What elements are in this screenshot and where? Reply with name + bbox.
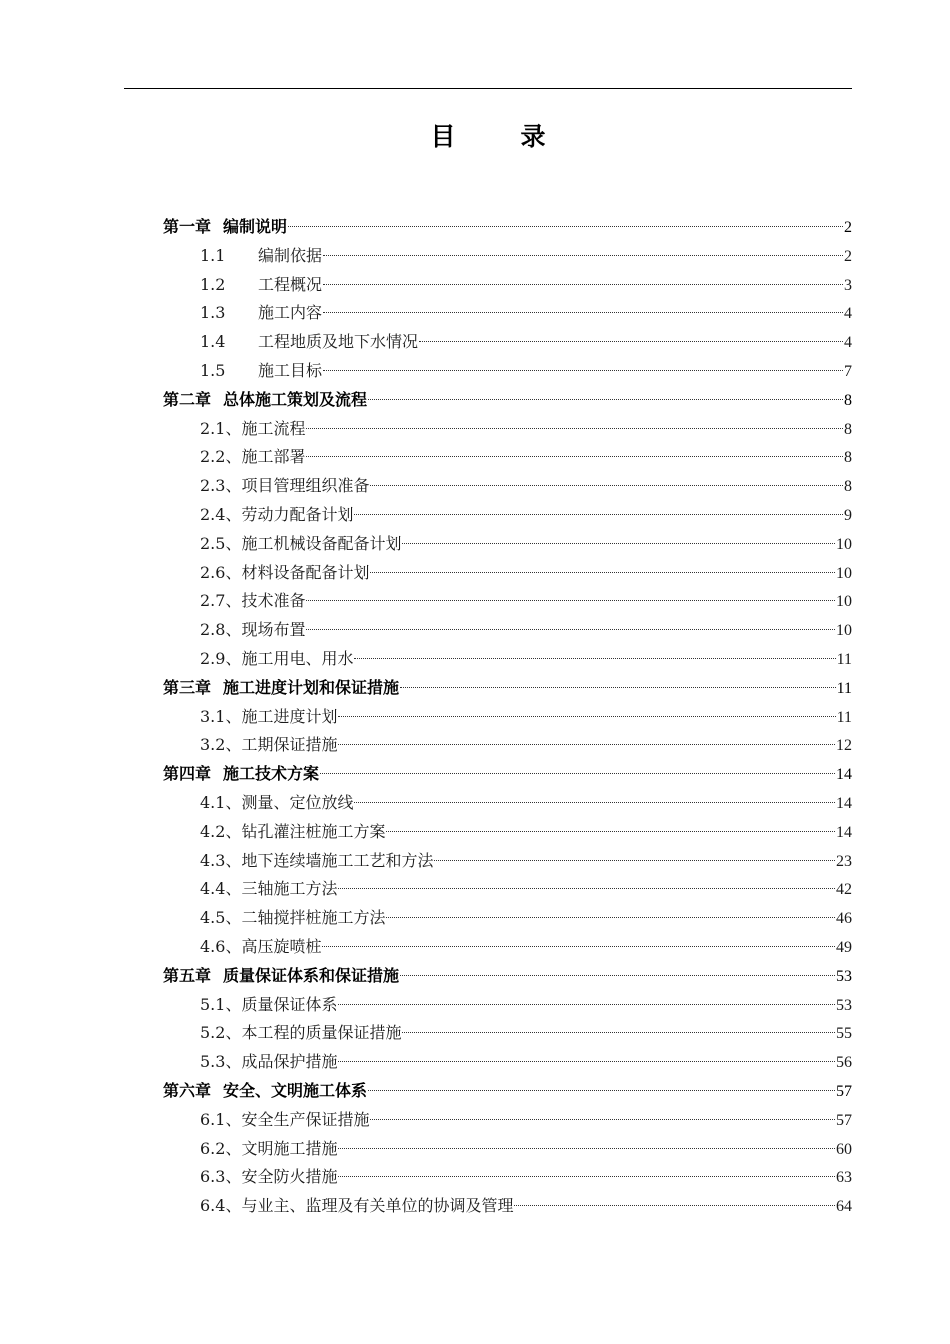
toc-dot-leader (338, 1004, 835, 1005)
toc-entry-label: 本工程的质量保证措施 (241, 1023, 402, 1043)
toc-dot-leader (370, 485, 843, 486)
toc-section-entry[interactable] (163, 443, 852, 472)
toc-section-entry[interactable] (163, 559, 852, 588)
toc-entry-number: 第三章 (163, 677, 212, 697)
toc-dot-leader (288, 226, 843, 227)
toc-dot-leader (402, 543, 835, 544)
toc-entry-number: 6.3、 (200, 1167, 242, 1187)
toc-entry-number: 第二章 (163, 389, 212, 409)
toc-entry-text (200, 271, 322, 300)
toc-entry-number: 5.1、 (200, 994, 242, 1014)
toc-dot-leader (338, 1061, 835, 1062)
toc-page-number: 12 (836, 737, 852, 755)
toc-dot-leader (322, 946, 835, 947)
toc-page-number: 8 (844, 478, 852, 496)
toc-page-number: 9 (844, 506, 852, 524)
toc-page-number: 11 (836, 650, 852, 668)
toc-entry-label: 劳动力配备计划 (241, 504, 354, 524)
toc-entry-label: 文明施工措施 (241, 1138, 338, 1158)
toc-entry-number: 1.1 (200, 245, 226, 265)
toc-page-number: 46 (836, 910, 852, 928)
toc-entry-text (200, 1135, 337, 1164)
toc-chapter-entry[interactable] (163, 386, 852, 415)
toc-page-number: 10 (836, 535, 852, 553)
toc-page-number: 14 (836, 823, 852, 841)
toc-page-number: 7 (844, 362, 852, 380)
toc-entry-text (163, 213, 287, 242)
toc-dot-leader (514, 1205, 835, 1206)
toc-entry-number: 2.8、 (200, 620, 242, 640)
toc-chapter-entry[interactable] (163, 674, 852, 703)
toc-entry-text (200, 904, 385, 933)
toc-entry-number: 2.7、 (200, 591, 242, 611)
toc-dot-leader (323, 255, 843, 256)
toc-entry-text (200, 328, 418, 357)
toc-entry-text (200, 645, 353, 674)
toc-section-entry[interactable] (163, 1106, 852, 1135)
toc-entry-label: 三轴施工方法 (241, 879, 338, 899)
toc-entry-number: 6.4、 (200, 1196, 242, 1216)
toc-entry-text (200, 703, 337, 732)
toc-entry-text (200, 875, 337, 904)
toc-entry-label: 施工部署 (241, 447, 306, 467)
toc-page-number: 57 (836, 1111, 852, 1129)
toc-section-entry[interactable] (163, 847, 852, 876)
toc-page-number: 2 (844, 219, 852, 236)
toc-dot-leader (402, 1032, 835, 1033)
toc-dot-leader (323, 284, 843, 285)
toc-dot-leader (323, 312, 843, 313)
toc-page-number: 42 (836, 881, 852, 899)
toc-entry-text (200, 299, 322, 328)
toc-dot-leader (354, 802, 835, 803)
toc-chapter-entry[interactable] (163, 1077, 852, 1106)
toc-entry-text (200, 587, 305, 616)
toc-dot-leader (338, 744, 835, 745)
toc-entry-number: 2.1、 (200, 418, 242, 438)
toc-section-entry[interactable] (163, 703, 852, 732)
toc-entry-number: 2.3、 (200, 476, 242, 496)
toc-entry-label: 工程概况 (258, 274, 323, 294)
toc-section-entry[interactable] (163, 789, 852, 818)
toc-entry-text (200, 731, 337, 760)
toc-entry-text (200, 242, 322, 271)
toc-section-entry[interactable] (163, 501, 852, 530)
toc-dot-leader (354, 658, 835, 659)
toc-entry-number: 第一章 (163, 217, 212, 236)
toc-section-entry[interactable] (163, 1135, 852, 1164)
toc-entry-label: 施工流程 (241, 418, 306, 438)
toc-entry-label: 质量保证体系 (241, 994, 338, 1014)
toc-entry-label: 技术准备 (241, 591, 306, 611)
toc-section-entry[interactable] (163, 645, 852, 674)
toc-section-entry[interactable] (163, 242, 852, 271)
toc-dot-leader (306, 600, 835, 601)
toc-section-entry[interactable] (163, 1019, 852, 1048)
toc-dot-leader (338, 888, 835, 889)
toc-entry-number: 6.1、 (200, 1109, 242, 1129)
toc-entry-label: 工期保证措施 (241, 735, 338, 755)
toc-dot-leader (354, 514, 843, 515)
toc-dot-leader (338, 1176, 835, 1177)
toc-chapter-entry[interactable] (163, 962, 852, 991)
toc-entry-label: 总体施工策划及流程 (223, 389, 368, 409)
toc-entry-number: 4.3、 (200, 850, 242, 870)
toc-entry-number: 2.9、 (200, 648, 242, 668)
toc-section-entry[interactable] (163, 1048, 852, 1077)
toc-page-number: 64 (836, 1198, 852, 1216)
toc-entry-text (163, 674, 399, 703)
toc-entry-number: 4.2、 (200, 821, 242, 841)
toc-entry-label: 钻孔灌注桩施工方案 (241, 821, 386, 841)
toc-entry-number: 4.1、 (200, 792, 242, 812)
toc-entry-label: 二轴搅拌桩施工方法 (241, 908, 386, 928)
toc-entry-text (200, 357, 322, 386)
toc-entry-label: 施工目标 (258, 360, 323, 380)
toc-page-number: 14 (836, 794, 852, 812)
toc-entry-number: 第六章 (163, 1080, 212, 1100)
toc-dot-leader (338, 716, 835, 717)
toc-entry-text (200, 818, 385, 847)
toc-section-entry[interactable] (163, 328, 852, 357)
toc-section-entry[interactable] (163, 415, 852, 444)
toc-entry-number: 2.2、 (200, 447, 242, 467)
toc-page-number: 14 (836, 766, 852, 784)
toc-entry-text (200, 789, 353, 818)
toc-entry-number: 1.2 (200, 274, 226, 294)
toc-section-entry[interactable] (163, 271, 852, 300)
toc-entry-text (163, 962, 399, 991)
toc-dot-leader (370, 572, 835, 573)
toc-dot-leader (386, 917, 835, 918)
toc-chapter-entry[interactable] (163, 213, 852, 242)
toc-entry-number: 1.5 (200, 360, 226, 380)
toc-section-entry[interactable] (163, 616, 852, 645)
toc-page-number: 8 (844, 449, 852, 467)
toc-entry-number: 3.2、 (200, 735, 242, 755)
table-of-contents (163, 213, 852, 1221)
toc-entry-label: 高压旋喷桩 (241, 936, 322, 956)
toc-page-number: 3 (844, 276, 852, 294)
toc-entry-number: 2.4、 (200, 504, 242, 524)
toc-entry-label: 材料设备配备计划 (241, 562, 370, 582)
toc-page-number: 10 (836, 564, 852, 582)
toc-dot-leader (434, 860, 835, 861)
toc-page-number: 56 (836, 1054, 852, 1072)
toc-section-entry[interactable] (163, 530, 852, 559)
toc-entry-text (200, 1192, 513, 1221)
toc-entry-label: 施工用电、用水 (241, 648, 354, 668)
toc-dot-leader (419, 341, 843, 342)
toc-section-entry[interactable] (163, 1163, 852, 1192)
toc-entry-number: 2.6、 (200, 562, 242, 582)
toc-entry-number: 3.1、 (200, 706, 242, 726)
toc-page-number: 8 (844, 420, 852, 438)
toc-page-number: 57 (836, 1082, 852, 1100)
toc-entry-label: 编制说明 (223, 217, 288, 236)
toc-entry-text (163, 386, 367, 415)
toc-entry-label: 安全生产保证措施 (241, 1109, 370, 1129)
toc-entry-text (200, 1048, 337, 1077)
toc-section-entry[interactable] (163, 904, 852, 933)
toc-section-entry[interactable] (163, 299, 852, 328)
toc-chapter-entry[interactable] (163, 760, 852, 789)
toc-entry-number: 第五章 (163, 965, 212, 985)
toc-page-number: 23 (836, 852, 852, 870)
toc-section-entry[interactable] (163, 472, 852, 501)
toc-page-number: 60 (836, 1140, 852, 1158)
toc-entry-text (200, 847, 433, 876)
toc-entry-text (200, 616, 305, 645)
toc-entry-label: 项目管理组织准备 (241, 476, 370, 496)
toc-entry-text (163, 760, 319, 789)
toc-dot-leader (323, 370, 843, 371)
toc-entry-text (200, 1019, 401, 1048)
toc-dot-leader (338, 1148, 835, 1149)
toc-section-entry[interactable] (163, 818, 852, 847)
toc-entry-label: 施工机械设备配备计划 (241, 533, 402, 553)
toc-page-number: 2 (844, 247, 852, 265)
toc-entry-number: 5.2、 (200, 1023, 242, 1043)
toc-entry-text (200, 1163, 337, 1192)
toc-entry-number: 第四章 (163, 764, 212, 784)
toc-entry-number: 2.5、 (200, 533, 242, 553)
toc-page-number: 53 (836, 967, 852, 985)
toc-dot-leader (306, 428, 843, 429)
toc-page-number: 53 (836, 996, 852, 1014)
toc-page-number: 11 (836, 708, 852, 726)
toc-entry-number: 4.6、 (200, 936, 242, 956)
toc-entry-label: 成品保护措施 (241, 1052, 338, 1072)
toc-page-number: 63 (836, 1169, 852, 1187)
toc-section-entry[interactable] (163, 933, 852, 962)
toc-entry-label: 与业主、监理及有关单位的协调及管理 (241, 1196, 514, 1216)
toc-dot-leader (306, 629, 835, 630)
toc-entry-text (200, 415, 305, 444)
toc-page-number: 10 (836, 622, 852, 640)
toc-entry-label: 现场布置 (241, 620, 306, 640)
toc-dot-leader (368, 399, 843, 400)
toc-entry-text (200, 559, 369, 588)
toc-entry-label: 施工进度计划和保证措施 (223, 677, 400, 697)
toc-entry-number: 1.3 (200, 303, 226, 323)
toc-section-entry[interactable] (163, 731, 852, 760)
toc-page-number: 10 (836, 593, 852, 611)
toc-page-number: 8 (844, 391, 852, 409)
toc-entry-number: 5.3、 (200, 1052, 242, 1072)
toc-entry-label: 安全防火措施 (241, 1167, 338, 1187)
page-title: 目录 (430, 122, 611, 151)
toc-entry-number: 4.5、 (200, 908, 242, 928)
toc-dot-leader (306, 456, 843, 457)
toc-section-entry[interactable] (163, 991, 852, 1020)
toc-entry-text (200, 472, 369, 501)
toc-dot-leader (386, 831, 835, 832)
toc-entry-label: 施工技术方案 (223, 764, 320, 784)
toc-entry-text (163, 1077, 367, 1106)
toc-entry-number: 1.4 (200, 332, 226, 352)
toc-dot-leader (400, 687, 836, 688)
header-rule (124, 88, 852, 89)
toc-section-entry[interactable] (163, 875, 852, 904)
toc-page-number: 11 (836, 679, 852, 697)
toc-entry-text (200, 530, 401, 559)
toc-dot-leader (370, 1119, 835, 1120)
toc-section-entry[interactable] (163, 587, 852, 616)
toc-dot-leader (368, 1090, 835, 1091)
toc-entry-label: 施工内容 (258, 303, 323, 323)
toc-dot-leader (320, 773, 835, 774)
toc-entry-number: 4.4、 (200, 879, 242, 899)
toc-entry-text (200, 501, 353, 530)
toc-page-number: 4 (844, 305, 852, 323)
toc-entry-label: 安全、文明施工体系 (223, 1080, 368, 1100)
toc-entry-text (200, 1106, 369, 1135)
toc-entry-label: 地下连续墙施工工艺和方法 (241, 850, 434, 870)
toc-entry-text (200, 933, 321, 962)
toc-entry-label: 工程地质及地下水情况 (258, 332, 419, 352)
toc-entry-number: 6.2、 (200, 1138, 242, 1158)
toc-entry-label: 质量保证体系和保证措施 (223, 965, 400, 985)
toc-entry-label: 编制依据 (258, 245, 323, 265)
toc-entry-text (200, 991, 337, 1020)
toc-dot-leader (400, 975, 835, 976)
toc-page-number: 49 (836, 938, 852, 956)
toc-section-entry[interactable] (163, 357, 852, 386)
toc-entry-text (200, 443, 305, 472)
toc-page-number: 55 (836, 1025, 852, 1043)
toc-section-entry[interactable] (163, 1192, 852, 1221)
toc-entry-label: 施工进度计划 (241, 706, 338, 726)
toc-page-number: 4 (844, 334, 852, 352)
toc-entry-label: 测量、定位放线 (241, 792, 354, 812)
